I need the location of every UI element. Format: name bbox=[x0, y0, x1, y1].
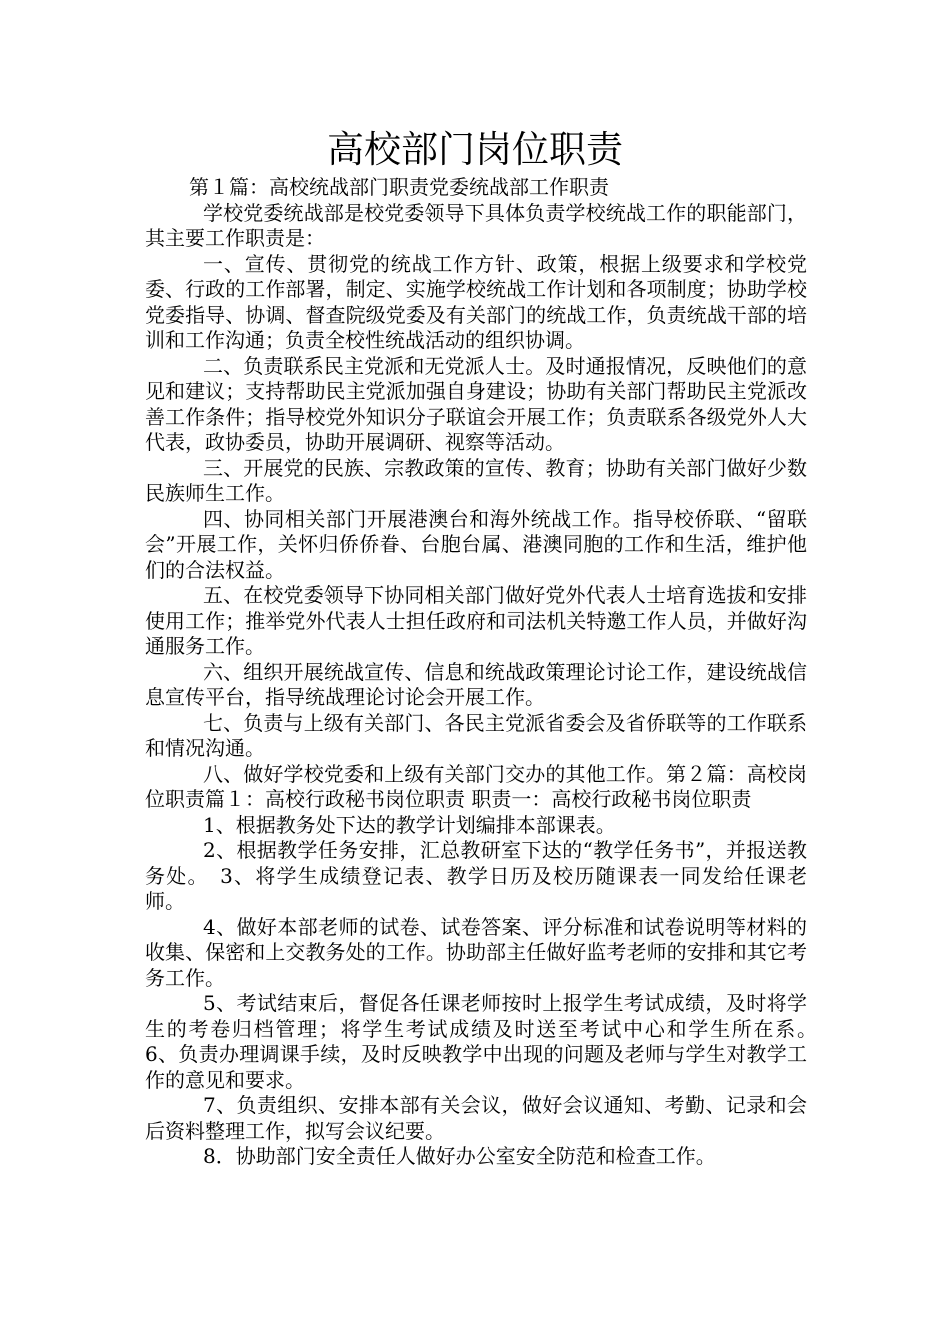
paragraph: 2、根据教学任务安排，汇总教研室下达的“教学任务书”，并报送教务处。 3、将学生成绩登记表、教学日历及校历随课表一同发给任课老师。 bbox=[145, 838, 807, 913]
paragraph: 二、负责联系民主党派和无党派人士。及时通报情况，反映他们的意见和建议；支持帮助民主党派加强自身建设；协助有关部门帮助民主党派改善工作条件；指导校党外知识分子联谊会开展工作；负责联系各级党外人大代表，政协委员，协助开展调研、视察等活动。 bbox=[145, 353, 807, 454]
paragraph: 四、协同相关部门开展港澳台和海外统战工作。指导校侨联、“留联会”开展工作，关怀归侨侨眷、台胞台属、港澳同胞的工作和生活，维护他们的合法权益。 bbox=[145, 506, 807, 582]
paragraph: 5、考试结束后，督促各任课老师按时上报学生考试成绩，及时将学生的考卷归档管理；将学生考试成绩及时送至考试中心和学生所在系。 6、负责办理调课手续，及时反映教学中出现的问题及老师与学生对教学工作的意见和要求。 bbox=[145, 991, 827, 1092]
document-title: 高校部门岗位职责 bbox=[327, 128, 623, 171]
paragraph: 学校党委统战部是校党委领导下具体负责学校统战工作的职能部门，其主要工作职责是： bbox=[145, 200, 807, 250]
paragraph: 七、负责与上级有关部门、各民主党派省委会及省侨联等的工作联系和情况沟通。 bbox=[145, 710, 807, 760]
paragraph: 7、负责组织、安排本部有关会议，做好会议通知、考勤、记录和会后资料整理工作，拟写会议纪要。 bbox=[145, 1093, 807, 1143]
paragraph: 4、做好本部老师的试卷、试卷答案、评分标准和试卷说明等材料的收集、保密和上交教务处的工作。协助部主任做好监考老师的安排和其它考务工作。 bbox=[145, 914, 807, 990]
paragraph: 三、开展党的民族、宗教政策的宣传、教育；协助有关部门做好少数民族师生工作。 bbox=[145, 455, 807, 505]
paragraph: 8．协助部门安全责任人做好办公室安全防范和检查工作。 bbox=[203, 1144, 716, 1168]
paragraph: 五、在校党委领导下协同相关部门做好党外代表人士培育选拔和安排使用工作；推举党外代表人士担任政府和司法机关特邀工作人员，并做好沟通服务工作。 bbox=[145, 583, 807, 658]
paragraph: 六、组织开展统战宣传、信息和统战政策理论讨论工作，建设统战信息宣传平台，指导统战理论讨论会开展工作。 bbox=[145, 659, 807, 709]
paragraph: 八、做好学校党委和上级有关部门交办的其他工作。第２篇：高校岗位职责篇１：高校行政秘书岗位职责 职责一：高校行政秘书岗位职责 bbox=[145, 761, 807, 811]
section-heading: 第１篇：高校统战部门职责党委统战部工作职责 bbox=[189, 175, 609, 199]
paragraph: 一、宣传、贯彻党的统战工作方针、政策，根据上级要求和学校党委、行政的工作部署，制定、实施学校统战工作计划和各项制度；协助学校党委指导、协调、督查院级党委及有关部门的统战工作，负责统战干部的培训和工作沟通；负责全校性统战活动的组织协调。 bbox=[145, 251, 807, 352]
paragraph: 1、根据教务处下达的教学计划编排本部课表。 bbox=[203, 812, 616, 837]
document-body bbox=[145, 175, 827, 1170]
